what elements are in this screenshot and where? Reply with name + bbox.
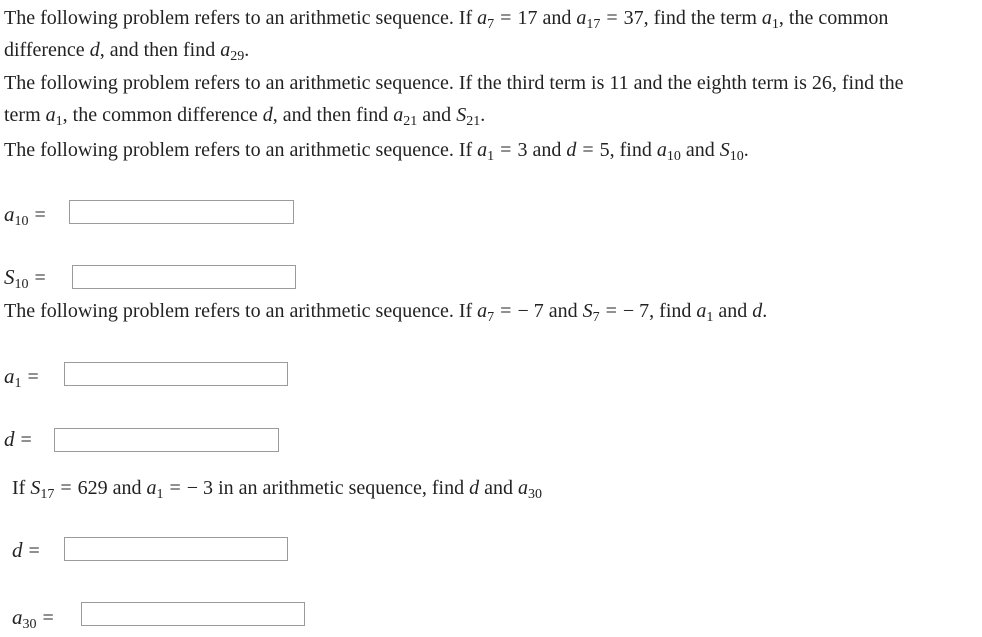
label-d: d = <box>4 427 32 451</box>
answer-a10-input[interactable] <box>69 200 294 224</box>
problem-3-text: The following problem refers to an arithmetic sequence. If $a_1 = 3$ and d = 5, find $a_{10}$ and $S_{10}$. <box>4 139 749 164</box>
answer-d-input[interactable] <box>54 428 279 452</box>
problem-4-text: The following problem refers to an arithmetic sequence. If $a_7$ = − 7 and $S_7$ = − 7, find $a_1$ and d. <box>4 300 768 325</box>
answer-a1-input[interactable] <box>64 362 288 386</box>
answer-a30-input[interactable] <box>81 602 305 626</box>
label-d-2: d = <box>12 538 40 562</box>
problem-1-line-2: difference d, and then find $a_{29}$. <box>4 39 250 64</box>
problem-2-line-1: The following problem refers to an arithmetic sequence. If the third term is 11 and the eighth term is 26, find the <box>4 72 904 94</box>
label-s10: $S_{10}$ = <box>4 265 46 292</box>
answer-s10-input[interactable] <box>72 265 296 289</box>
label-a10: $a_{10}$ = <box>4 202 46 229</box>
label-a1: $a_1$ = <box>4 364 39 391</box>
answer-d2-input[interactable] <box>64 537 288 561</box>
problem-5-text: If $S_{17} = 629$ and $a_1$ = − 3 in an arithmetic sequence, find d and $a_{30}$ <box>12 477 542 502</box>
label-a30: $a_{30}$ = <box>12 605 54 632</box>
problem-1-line-1: The following problem refers to an arithmetic sequence. If $a_7 = 17$ and $a_{17} = 37$, find the term $a_1$, the common <box>4 7 889 32</box>
problem-2-line-2: term $a_1$, the common difference d, and then find $a_{21}$ and $S_{21}$. <box>4 104 486 129</box>
